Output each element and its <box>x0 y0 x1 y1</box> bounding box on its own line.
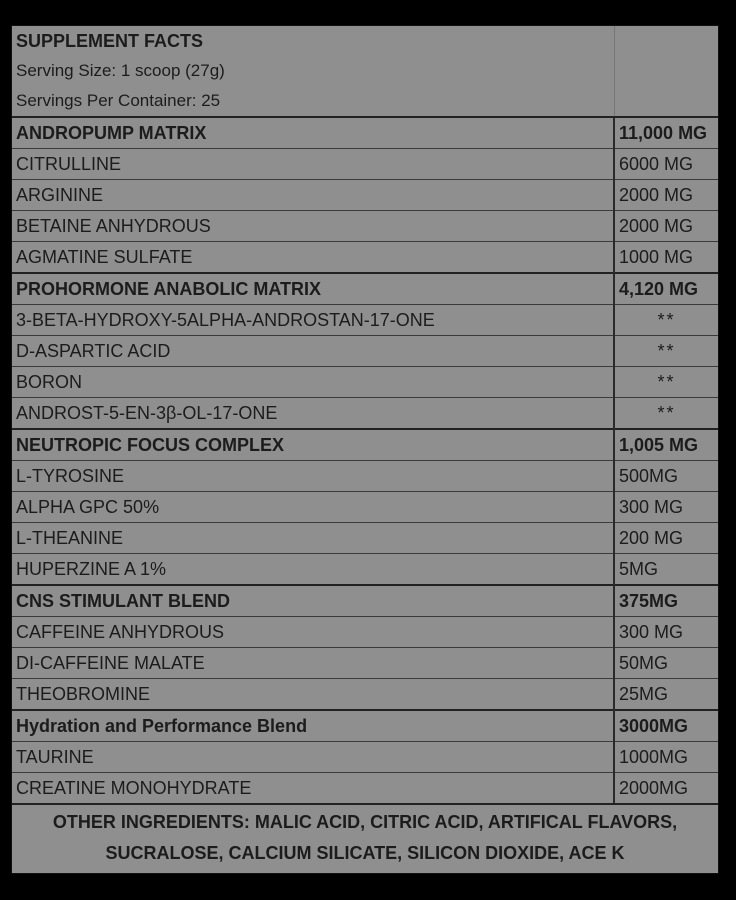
facts-title: SUPPLEMENT FACTS <box>16 31 204 51</box>
ingredient-amount: ** <box>614 398 718 430</box>
ingredient-row <box>12 742 718 773</box>
ingredient-row <box>12 398 718 430</box>
ingredient-name: ANDROST-5-EN-3β-OL-17-ONE <box>12 398 614 430</box>
ingredient-name: BETAINE ANHYDROUS <box>12 211 614 242</box>
section-amount: 375MG <box>614 585 718 617</box>
ingredient-row <box>12 180 718 211</box>
servings-per-container-row <box>12 86 718 117</box>
section-name: Hydration and Performance Blend <box>12 710 614 742</box>
section-header-row <box>12 273 718 305</box>
section-name: ANDROPUMP MATRIX <box>12 117 614 149</box>
section-amount: 4,120 MG <box>614 273 718 305</box>
ingredient-row <box>12 648 718 679</box>
ingredient-amount: 25MG <box>614 679 718 711</box>
ingredient-name: TAURINE <box>12 742 614 773</box>
ingredient-name: CREATINE MONOHYDRATE <box>12 773 614 805</box>
ingredient-name: ARGININE <box>12 180 614 211</box>
ingredient-amount: 300 MG <box>614 617 718 648</box>
ingredient-row <box>12 461 718 492</box>
ingredient-name: ALPHA GPC 50% <box>12 492 614 523</box>
ingredient-amount: 300 MG <box>614 492 718 523</box>
section-amount: 3000MG <box>614 710 718 742</box>
ingredient-row <box>12 305 718 336</box>
section-header-row <box>12 117 718 149</box>
ingredient-name: CITRULLINE <box>12 149 614 180</box>
ingredient-row <box>12 523 718 554</box>
section-header-row <box>12 429 718 461</box>
ingredient-row <box>12 149 718 180</box>
ingredient-row <box>12 242 718 274</box>
ingredient-amount: 2000MG <box>614 773 718 805</box>
ingredient-row <box>12 773 718 805</box>
ingredient-amount: 50MG <box>614 648 718 679</box>
ingredient-amount: 6000 MG <box>614 149 718 180</box>
ingredient-row <box>12 211 718 242</box>
ingredient-amount: ** <box>614 305 718 336</box>
ingredient-row <box>12 336 718 367</box>
ingredient-name: DI-CAFFEINE MALATE <box>12 648 614 679</box>
ingredient-row <box>12 617 718 648</box>
ingredient-amount: 500MG <box>614 461 718 492</box>
ingredient-row <box>12 679 718 711</box>
section-header-row <box>12 710 718 742</box>
serving-size-row <box>12 56 718 86</box>
ingredient-row <box>12 367 718 398</box>
ingredient-amount: 5MG <box>614 554 718 586</box>
section-amount: 11,000 MG <box>614 117 718 149</box>
supplement-facts-panel <box>12 26 718 873</box>
ingredient-name: L-THEANINE <box>12 523 614 554</box>
ingredient-row <box>12 554 718 586</box>
ingredient-name: AGMATINE SULFATE <box>12 242 614 274</box>
title-row <box>12 26 718 56</box>
ingredient-name: D-ASPARTIC ACID <box>12 336 614 367</box>
serving-size: Serving Size: 1 scoop (27g) <box>16 61 225 80</box>
ingredient-amount: 1000MG <box>614 742 718 773</box>
ingredient-amount: ** <box>614 336 718 367</box>
ingredient-amount: 2000 MG <box>614 211 718 242</box>
ingredient-name: BORON <box>12 367 614 398</box>
ingredient-amount: 2000 MG <box>614 180 718 211</box>
ingredient-name: L-TYROSINE <box>12 461 614 492</box>
section-name: PROHORMONE ANABOLIC MATRIX <box>12 273 614 305</box>
ingredient-amount: 1000 MG <box>614 242 718 274</box>
ingredient-name: THEOBROMINE <box>12 679 614 711</box>
section-name: NEUTROPIC FOCUS COMPLEX <box>12 429 614 461</box>
other-ingredients: OTHER INGREDIENTS: MALIC ACID, CITRIC ACID, ARTIFICAL FLAVORS, SUCRALOSE, CALCIUM SILICATE, SILICON DIOXIDE, ACE K <box>52 812 678 863</box>
ingredient-name: CAFFEINE ANHYDROUS <box>12 617 614 648</box>
ingredient-name: 3-BETA-HYDROXY-5ALPHA-ANDROSTAN-17-ONE <box>12 305 614 336</box>
section-name: CNS STIMULANT BLEND <box>12 585 614 617</box>
ingredient-amount: ** <box>614 367 718 398</box>
servings-per-container: Servings Per Container: 25 <box>16 91 221 110</box>
ingredient-name: HUPERZINE A 1% <box>12 554 614 586</box>
facts-table <box>12 26 718 805</box>
section-amount: 1,005 MG <box>614 429 718 461</box>
ingredient-row <box>12 492 718 523</box>
section-header-row <box>12 585 718 617</box>
ingredient-amount: 200 MG <box>614 523 718 554</box>
